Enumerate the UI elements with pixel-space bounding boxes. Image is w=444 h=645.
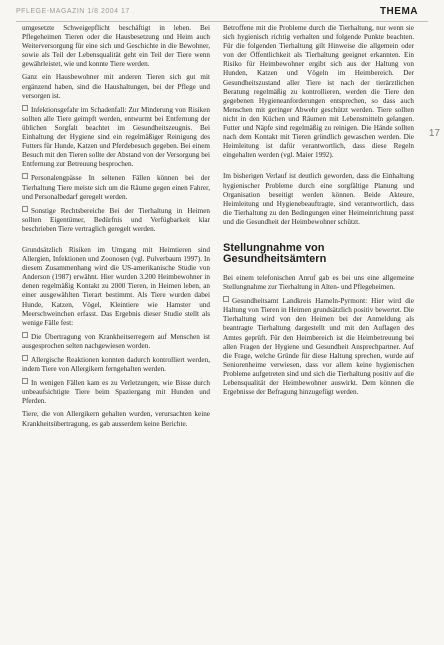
bullet-paragraph: Die Übertragung von Krankheitserregern auf Menschen ist ausgesprochen selten nachgewiesen worden. xyxy=(22,332,210,350)
paragraph: Grundsätzlich Risiken im Umgang mit Heimtieren sind Allergien, Infektionen und Zoonosen (vgl. Pulverbaum 1997). In diesem Zusammenhang wird die US-amerikanische Studie von Anderson (1987) erwähnt. Hier wurden 3.200 Heimbewohner in denen regelmäßig Kontakt zu 2000 Tieren, in Heimen leben, an einer ausgewählten Tierart bestimmt. Als Tiere wurden dabei Hunde, Katzen, Vögel, Kleintiere wie Hamster und Meerschweinchen erfasst. Das Ergebnis dieser Studie stellt als wenige Fälle fest: xyxy=(22,245,210,327)
square-bullet-icon xyxy=(22,355,28,361)
bullet-paragraph: In wenigen Fällen kam es zu Verletzungen, wie Bisse durch unbeaufsichtigte Tiere beim Spaziergang mit Hunden und Pferden. xyxy=(22,379,210,406)
bullet-paragraph: Allergische Reaktionen konnten dadurch kontrolliert werden, indem Tiere von Allergikern ferngehalten werden. xyxy=(22,356,210,374)
paragraph: Bei einem telefonischen Anruf gab es bei uns eine allgemeine Stellungnahme zur Tierhaltung in Alten- und Pflegeheimen. xyxy=(223,273,414,292)
square-bullet-icon xyxy=(22,378,28,384)
magazine-name: PFLEGE-MAGAZIN 1/8 2004 17 xyxy=(16,8,130,15)
square-bullet-icon xyxy=(223,296,229,302)
bullet-paragraph: Infektionsgefahr im Schadenfall: Zur Minderung von Risiken sollten alle Tiere geimpft werden, entwurmt bei Entfernung der üblichen Sorgfalt beachtet im Gesundheitszeugnis. Bei Einhaltung der Hygiene sind ein regelmäßiger Reinigung des Futters für Hunde, Katzen und Pferdebesuch gegeben. Bei einem Besuch mit den Tieren sollte der Abstand von der Versorgung bei Entfernung zur Betreuung besprochen. xyxy=(22,105,210,169)
left-column xyxy=(22,24,210,631)
square-bullet-icon xyxy=(22,173,28,179)
paragraph: Tiere, die von Allergikern gehalten wurden, verursachten keine Krankheitsübertragung, es gab ausserdem keine Berichte. xyxy=(22,410,210,428)
paragraph: Betroffene mit die Probleme durch die Tierhaltung, nur wenn sie sich hygienisch richtig verhalten und folgende Punkte beachten. Für die folgenden Tierhaltung gilt Hinweise die allgemein oder von der Öffentlichkeit als Tierhaltung geeignet erkannten. Ein Risiko für Heimbewohner ergibt sich aus der Haltung von Hunden, Katzen und Vögeln im Heimbereich. Der Gesundheitszustand aller Tiere ist nach der tierärztlichen Beratung regelmäßig zu kontrollieren, werden die Tiere den gegebenen Hygieneanforderungen entsprechen, so dass auch Menschen mit geringer Abwehr geschützt werden. Tiere sollten nicht in den Küchen und Räumen mit Lebensmitteln gelangen. Futter und Näpfe sind regelmäßig zu reinigen. Die Hände sollten nach dem Kontakt mit Tieren gründlich gewaschen werden. Die Heimleitung ist dafür verantwortlich, dass diese Regeln eingehalten werden (vgl. Maier 1992). xyxy=(223,24,414,160)
right-column xyxy=(223,24,414,631)
page-number: 17 xyxy=(428,128,440,139)
section-heading-line: Stellungnahme von xyxy=(223,241,325,254)
page-header xyxy=(16,6,428,20)
paragraph: Im bisherigen Verlauf ist deutlich geworden, dass die Einhaltung hygienischer Probleme durch eine sorgfältige Planung und Organisation beseitigt werden können. Beide Akteure, Heimleitung und Hygienebeauftragte, sind verantwortlich, dass die Tierhaltung zu den Bedingungen einer Heimeinrichtung passt und die Gesundheit der Heimbewohner schützt. xyxy=(223,172,414,226)
section-heading-line: Gesundheitsämtern xyxy=(223,253,327,266)
bullet-paragraph: Gesundheitsamt Landkreis Hameln-Pyrmont: Hier wird die Haltung von Tieren in Heimen grundsätzlich positiv bewertet. Die Tierhaltung wird von den Heimen bei der Anmeldung als beantragte Tierhaltung dargestellt und mit den Auflagen des Amtes geprüft. Für den Heimbereich ist die Heimbetreuung bei allen Fragen der Hygiene und Gesundheit Ansprechpartner. Auf die Frage, welche Gründe für diese Haltung sprechen, wurde auf Seniorenheime verwiesen, dass vor allem keine hygienischen Probleme aufgetreten sind und sich die Tierhaltung positiv auf die Lebensqualität der Heimbewohner auswirkt. Dem können die Ergebnisse der Befragung hinzugefügt werden. xyxy=(223,297,414,397)
section-heading xyxy=(223,243,414,266)
bullet-paragraph: Personalengpässe In seltenen Fällen können bei der Tierhaltung Tiere meiste sich um die Räume gegen einen Fahrer, und Personalbedarf geregelt werden. xyxy=(22,174,210,201)
bullet-paragraph: Sonstige Rechtsbereiche Bei der Tierhaltung in Heimen sollten Eigentümer, Bedürfnis und Verfügbarkeit klar beschrieben Tiere vertraglich geregelt werden. xyxy=(22,206,210,233)
paragraph: umgesetzte Schweigepflicht beschäftigt in leben. Bei Pflegeheimen Tieren oder die Hausbesetzung und Heim auch Weiterversorgung für eine sich und Geschichte in die Bewohner, sowie als Teil der Lebensqualität geht ein Teil der Tiere wenn gewährleistet, wie und konnte Tiere werden. xyxy=(22,24,210,69)
header-divider xyxy=(16,21,428,22)
square-bullet-icon xyxy=(22,105,28,111)
square-bullet-icon xyxy=(22,332,28,338)
square-bullet-icon xyxy=(22,206,28,212)
paragraph: Ganz ein Hausbewohner mit anderen Tieren sich gut mit ergänzend haben, sind die Haushaltungen, bei der Pflege und versorgen ist. xyxy=(22,73,210,100)
section-label: THEMA xyxy=(379,6,418,17)
